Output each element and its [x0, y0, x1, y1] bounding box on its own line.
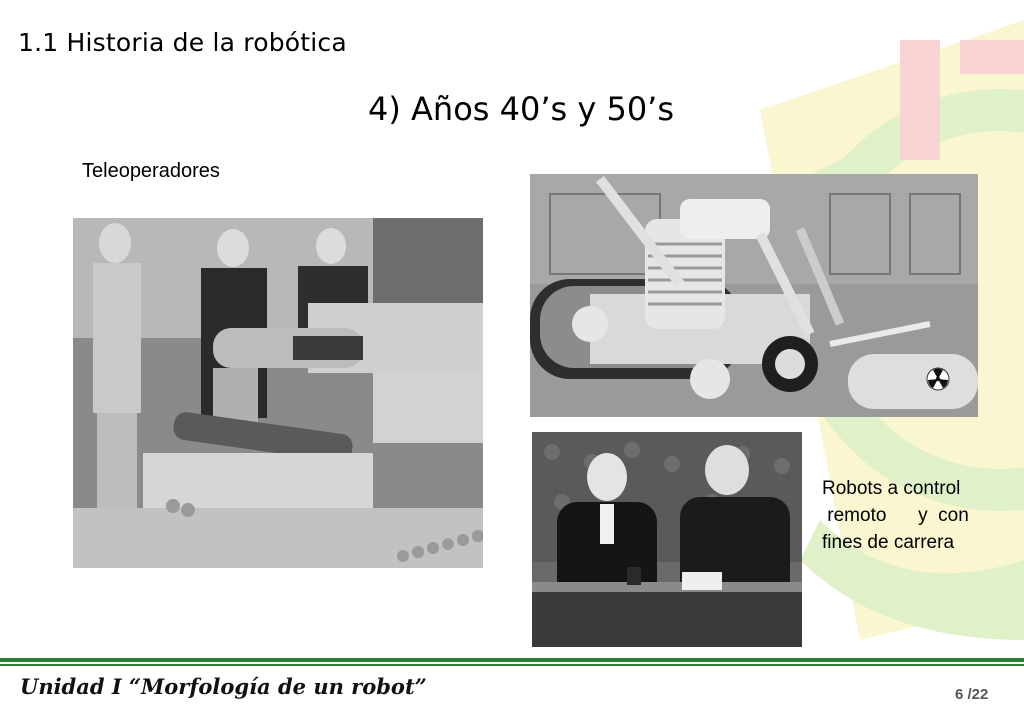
slide-title: 4) Años 40’s y 50’s [368, 90, 675, 128]
footer-divider-thick [0, 658, 1024, 662]
page-number: 6 /22 [955, 686, 989, 703]
remote-robots-caption [822, 475, 1000, 556]
remote-robots-caption-line-1: Robots a control [822, 478, 961, 499]
two-men-at-table-photo [532, 432, 802, 647]
section-title: 1.1 Historia de la robótica [18, 28, 347, 57]
footer-divider-thin [0, 664, 1024, 666]
teleoperator-arm-photo [73, 218, 483, 568]
remote-robots-caption-line-3: fines de carrera [822, 532, 955, 553]
people-icon [532, 432, 802, 647]
remote-robots-caption-line-2: remoto y con [822, 505, 969, 526]
footer-unit-title: Unidad I “Morfología de un robot” [20, 674, 427, 699]
teleoperators-caption: Teleoperadores [82, 160, 220, 182]
remote-vehicle-illustration [530, 174, 978, 417]
robot-arm-icon [73, 218, 483, 568]
